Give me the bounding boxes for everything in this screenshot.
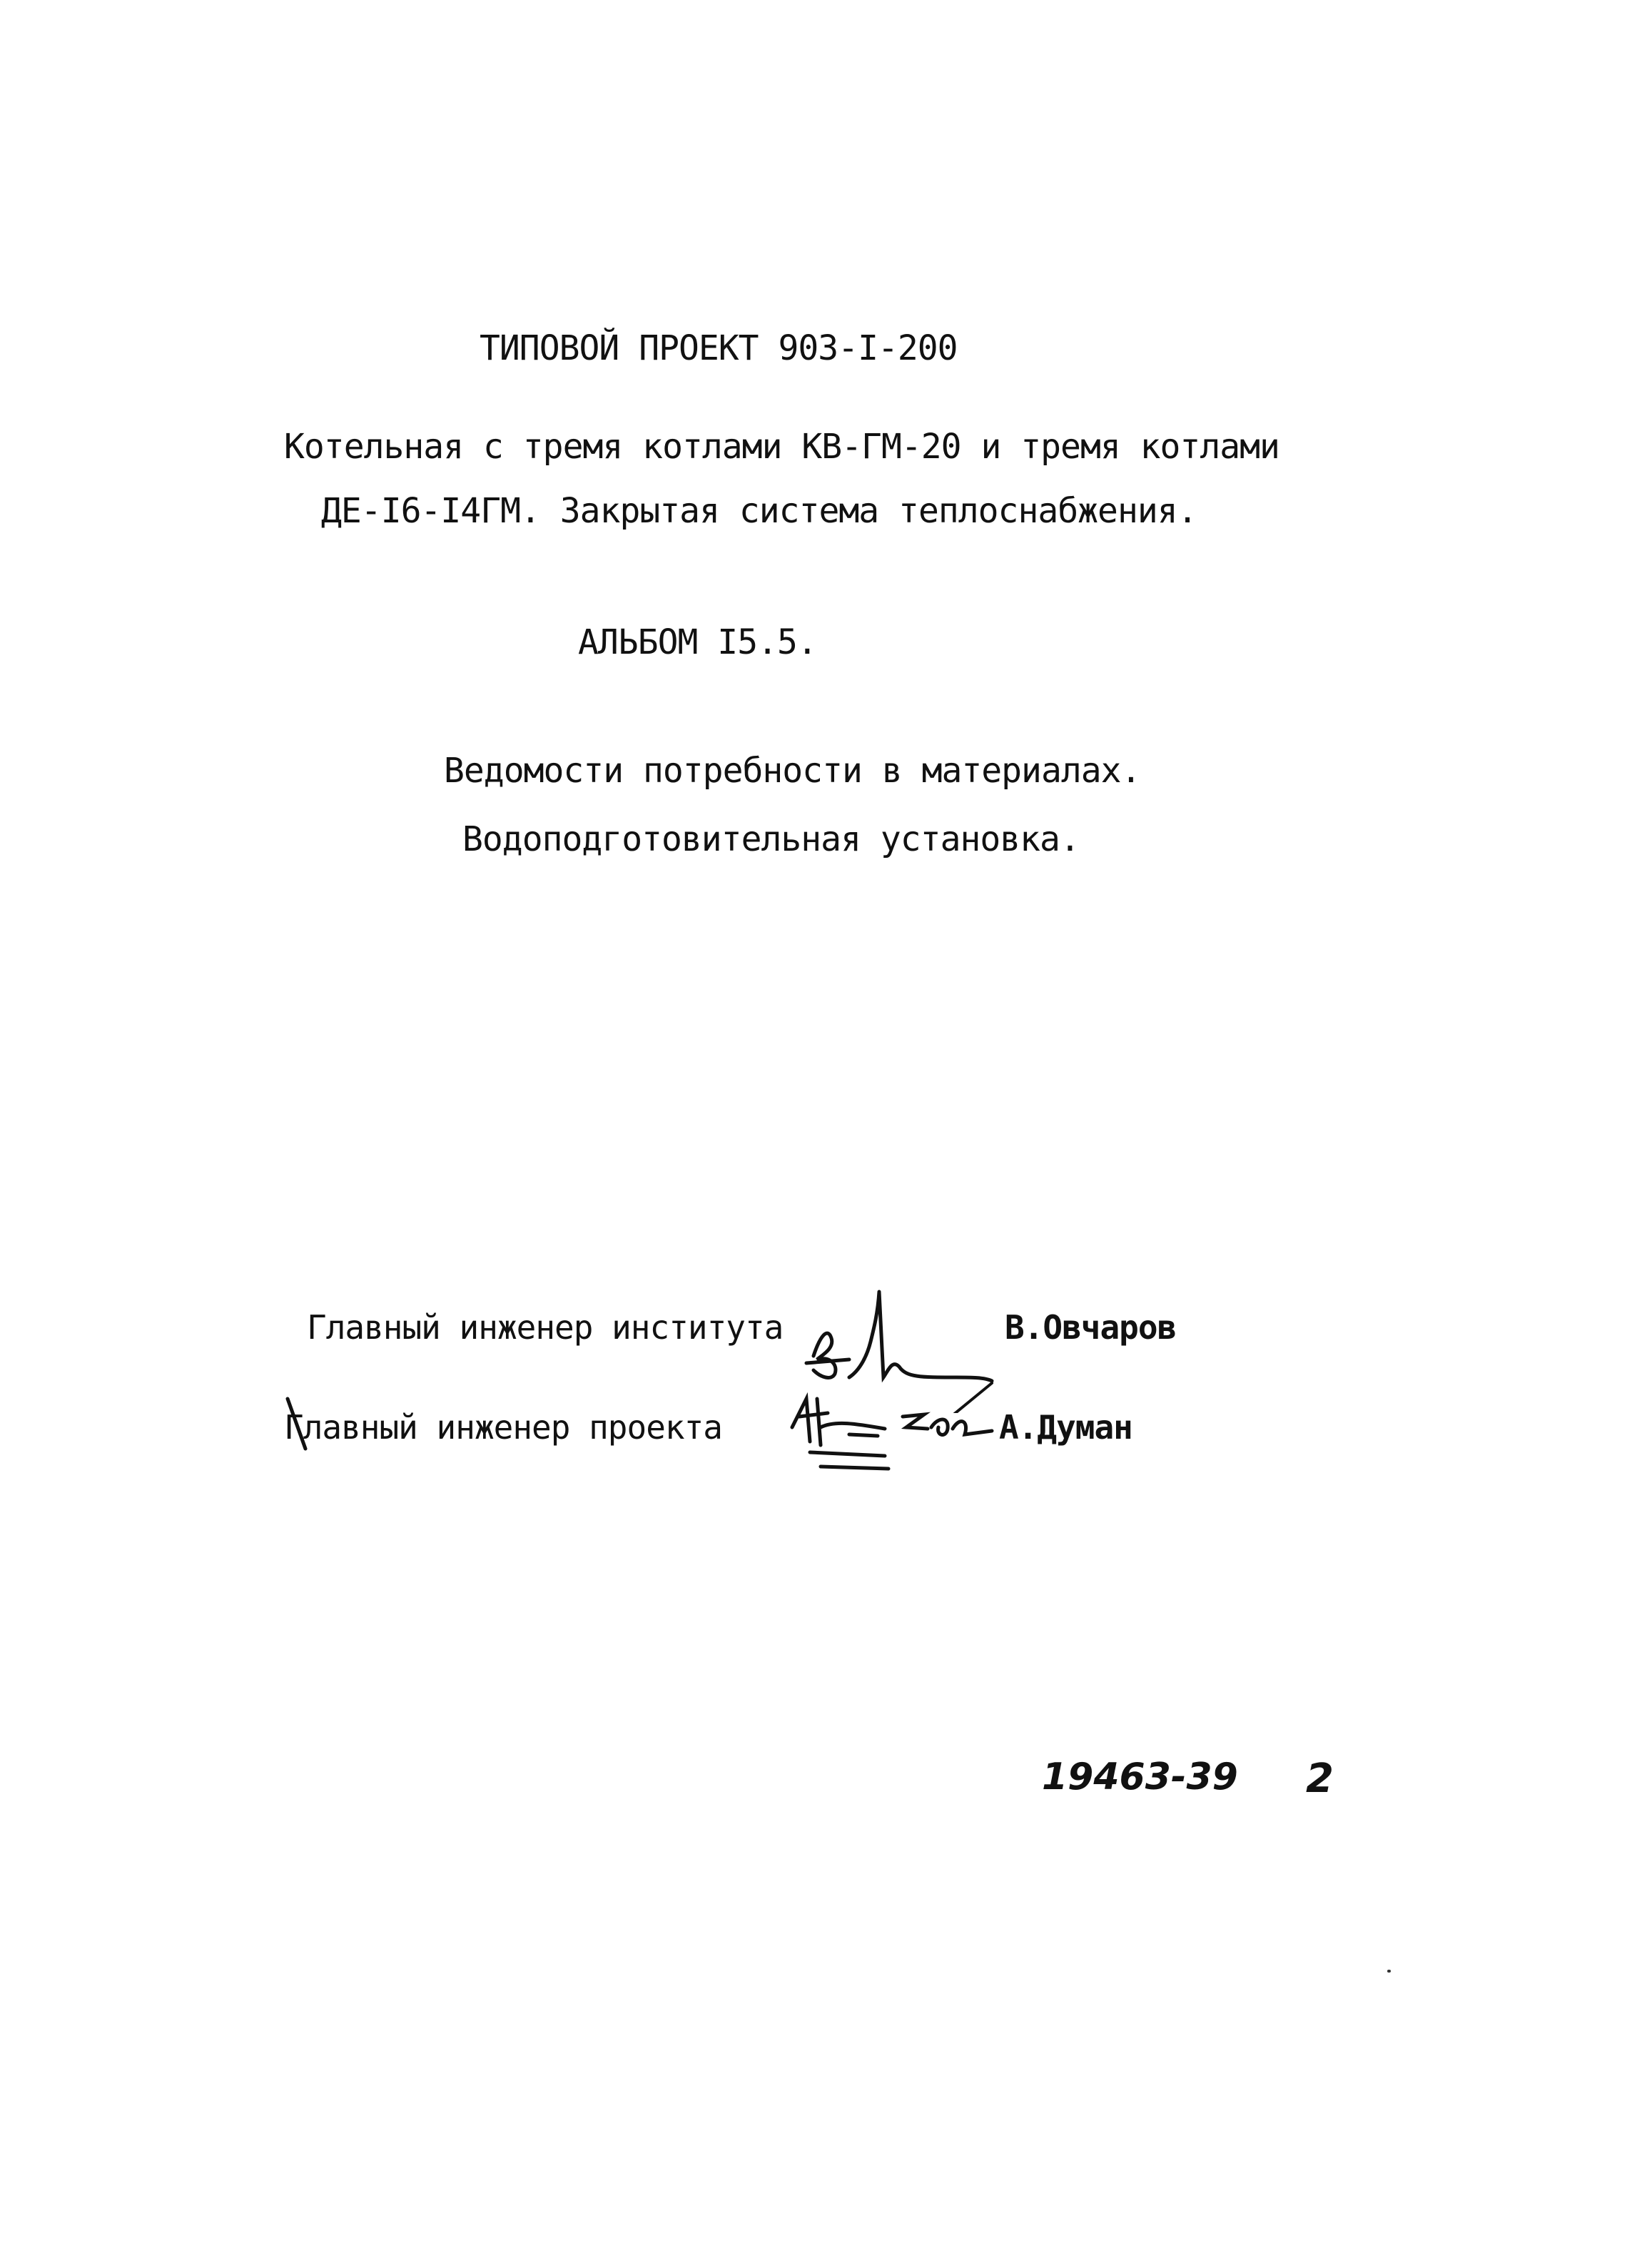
album-number: АЛЬБОМ I5.5. [578, 622, 817, 662]
content-line-2: Водоподготовительная установка. [462, 819, 1080, 859]
scan-speck [1387, 1970, 1391, 1973]
page-number: 2 [1306, 1756, 1334, 1802]
signature-role-chief-engineer-project: Главный инженер проекта [284, 1408, 722, 1447]
signature-mark-2 [778, 1384, 1013, 1492]
content-line-1: Ведомости потребности в материалах. [444, 751, 1141, 791]
document-title: ТИПОВОЙ ПРОЕКТ 903-I-200 [480, 328, 958, 368]
signature-name-1: В.Овчаров [1005, 1308, 1177, 1347]
subtitle-line-2: ДЕ-I6-I4ГМ. Закрытая система теплоснабжения. [321, 491, 1197, 531]
signature-role-chief-engineer-institute: Главный инженер института [307, 1308, 784, 1347]
subtitle-line-1: Котельная с тремя котлами КВ-ГМ-20 и тремя котлами [284, 427, 1279, 467]
document-number: 19463-39 [1042, 1756, 1238, 1798]
signature-name-2: А.Думан [999, 1408, 1132, 1447]
